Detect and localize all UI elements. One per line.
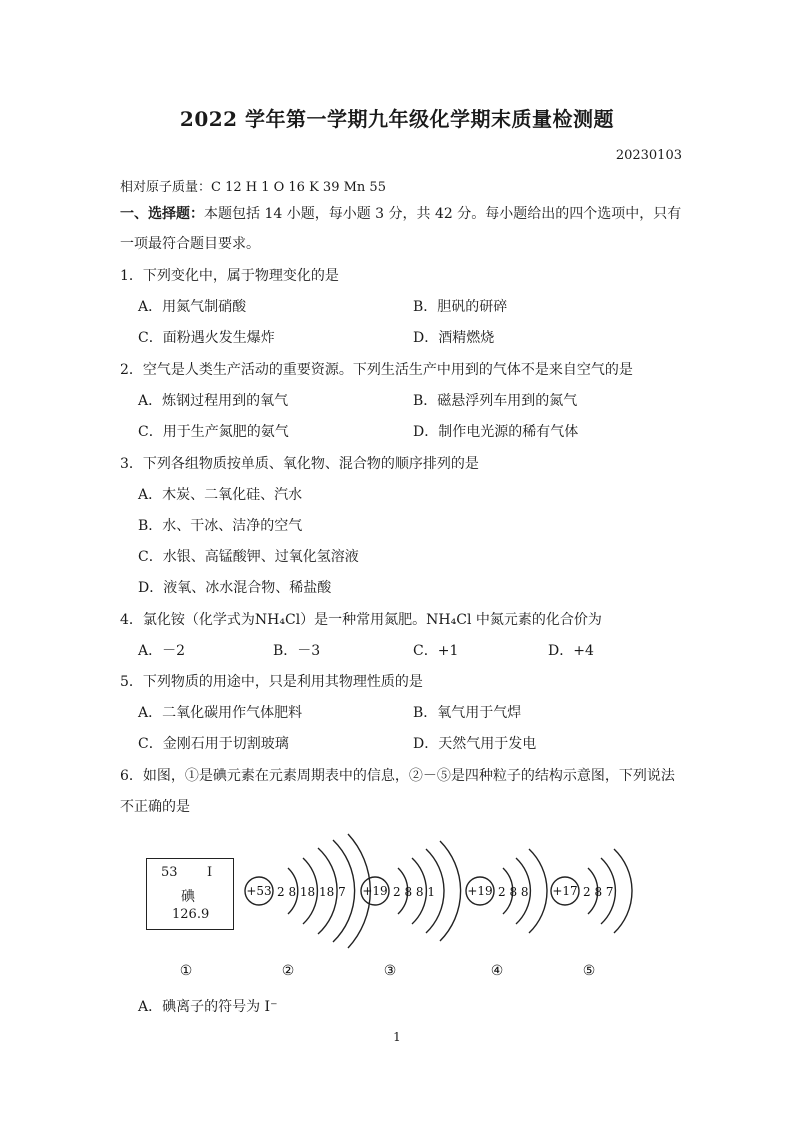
question-4-option-d: D．+4 [548,643,594,659]
particle-3-electrons: 2 8 8 1 [393,885,435,899]
question-1-option-a: A．用氮气制硝酸 [138,299,247,315]
particle-3-charge: +19 [362,884,388,898]
particle-5-electrons: 2 8 7 [583,885,614,899]
question-2-option-c: C．用于生产氮肥的氨气 [138,424,289,440]
atomic-mass-line: 相对原子质量：C 12 H 1 O 16 K 39 Mn 55 [120,180,386,195]
question-4-option-c: C．+1 [413,643,459,659]
question-6-stem-2: 不正确的是 [120,799,190,815]
atomic-mass: 126.9 [172,907,210,922]
question-4-stem: 4．氯化铵（化学式为NH₄Cl）是一种常用氮肥。NH₄Cl 中氮元素的化合价为 [120,612,602,628]
question-5-option-b: B．氧气用于气焊 [413,705,522,721]
question-3-stem: 3．下列各组物质按单质、氧化物、混合物的顺序排列的是 [120,456,479,472]
question-1-option-b: B．胆矾的研碎 [413,299,508,315]
figure-label-1: ① [179,963,193,979]
particle-2-electrons: 2 8 18 18 7 [277,885,346,899]
question-3-option-c: C．水银、高锰酸钾、过氧化氢溶液 [138,549,359,565]
question-2-option-b: B．磁悬浮列车用到的氮气 [413,393,578,409]
particle-4-charge: +19 [467,884,493,898]
question-3-option-b: B．水、干冰、洁净的空气 [138,518,303,534]
particle-4-electrons: 2 8 8 [498,885,529,899]
exam-code: 20230103 [615,148,682,163]
question-4-option-a: A．－2 [138,643,186,659]
question-4-option-b: B．－3 [273,643,321,659]
page-title: 2022 学年第一学期九年级化学期末质量检测题 [179,107,615,131]
question-1-stem: 1．下列变化中，属于物理变化的是 [120,268,339,284]
question-1-option-c: C．面粉遇火发生爆炸 [138,330,275,346]
question-5-option-d: D．天然气用于发电 [413,736,537,752]
question-2-option-d: D．制作电光源的稀有气体 [413,424,579,440]
question-2-stem: 2．空气是人类生产活动的重要资源。下列生活生产中用到的气体不是来自空气的是 [120,362,633,378]
figure-label-2: ② [281,963,295,979]
question-5-stem: 5．下列物质的用途中，只是利用其物理性质的是 [120,674,423,690]
question-2-option-a: A．炼钢过程用到的氧气 [138,393,289,409]
section-text-1: 本题包括 14 小题，每小题 3 分，共 42 分。每小题给出的四个选项中，只有 [204,206,682,222]
question-3-option-a: A．木炭、二氧化硅、汽水 [138,487,303,503]
element-name: 碘 [181,889,195,905]
atomic-number: 53 [161,865,178,880]
figure-label-5: ⑤ [582,963,596,979]
question-6-stem-1: 6．如图，①是碘元素在元素周期表中的信息，②－⑤是四种粒子的结构示意图，下列说法 [120,768,675,784]
question-3-option-d: D．液氧、冰水混合物、稀盐酸 [138,580,332,596]
page-number: 1 [393,1030,401,1044]
figure-label-3: ③ [383,963,397,979]
section-text-2: 一项最符合题目要求。 [120,236,260,252]
element-symbol: I [207,865,213,880]
section-heading: 一、选择题： [120,206,204,222]
question-5-option-c: C．金刚石用于切割玻璃 [138,736,289,752]
question-5-option-a: A．二氧化碳用作气体肥料 [138,705,303,721]
particle-2-charge: +53 [246,884,272,898]
question-6-option-a: A．碘离子的符号为 I⁻ [138,999,278,1015]
question-1-option-d: D．酒精燃烧 [413,330,495,346]
figure-label-4: ④ [490,963,504,979]
particle-5-charge: +17 [552,884,578,898]
